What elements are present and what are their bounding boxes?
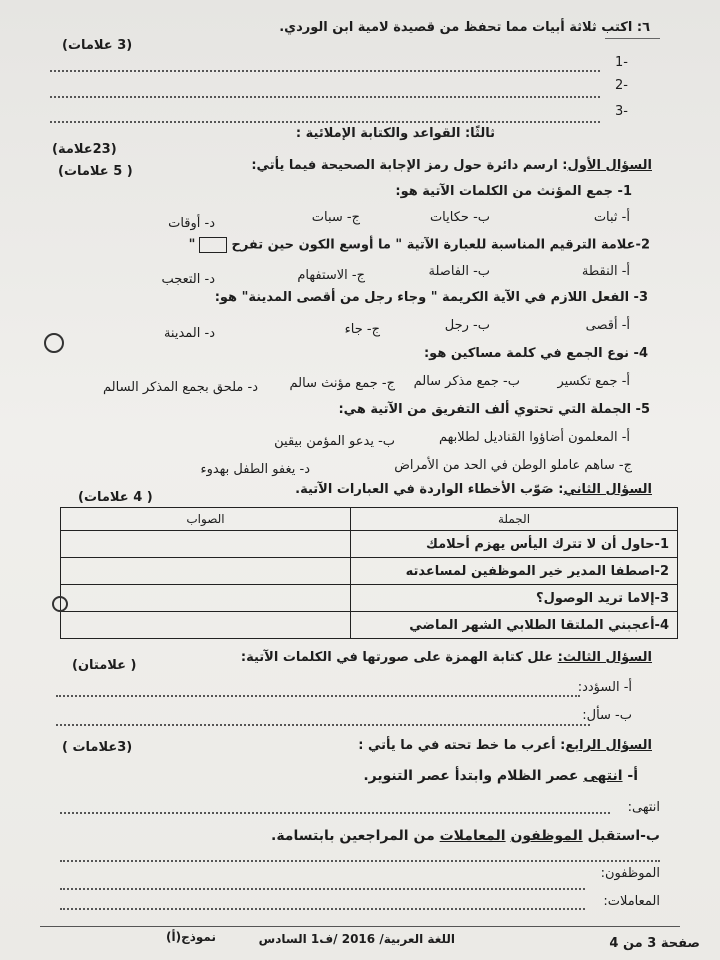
sq1-q2-quote-end: ": [188, 237, 196, 253]
sentence-cell: 2-اصطفا المدير خير الموظفين لمساعدته: [351, 558, 678, 585]
sq3-title: علل كتابة الهمزة على صورتها في الكلمات الآتية:: [240, 650, 554, 665]
sq1-q2-opt-a[interactable]: أ- النقطة: [581, 264, 630, 279]
corrections-table: [60, 507, 678, 639]
q6-marks: (3 علامات): [62, 38, 133, 53]
sq4-a-underlined: انتهى: [583, 768, 623, 784]
sq1-q1-opt-a[interactable]: أ- ثبات: [593, 210, 630, 225]
sq1-q5: 5- الجملة التي تحتوي ألف التفريق من الآتية هي:: [338, 402, 650, 417]
page-mark-circle: [44, 333, 64, 353]
sq1-q1-opt-c[interactable]: ج- سبات: [311, 210, 360, 225]
sq1-q1-opt-d[interactable]: د- أوقات: [168, 216, 215, 231]
footer-subject: اللغة العربية/ 2016 /ف1 السادس: [258, 932, 455, 946]
sq1-q4-opt-c[interactable]: ج- جمع مؤنث سالم: [289, 376, 395, 391]
sq1-marks: ( 5 علامات): [58, 164, 133, 179]
sq1-q1-opt-b[interactable]: ب- حكايات: [429, 210, 490, 225]
sq4-sentence-a: [363, 768, 638, 784]
sq2-title: : صَوّب الأخطاء الواردة في العبارات الآتية.: [295, 482, 564, 497]
sq1-q4-opt-b[interactable]: ب- جمع مذكر سالم: [413, 374, 520, 389]
q6-line-1-label: -1: [615, 55, 628, 70]
table-row: [61, 531, 678, 558]
q6-answer-line-3[interactable]: [50, 121, 600, 123]
sq1-q2-opt-c[interactable]: ج- الاستفهام: [297, 268, 365, 283]
table-row: [61, 612, 678, 639]
hole-punch-mark: [52, 596, 68, 612]
col-sentence-header: الجملة: [351, 508, 678, 531]
punctuation-answer-box[interactable]: [199, 237, 227, 253]
table-row: [61, 585, 678, 612]
sq1-q3-opt-d[interactable]: د- المدينة: [163, 326, 215, 341]
sq1-q3-opt-a[interactable]: أ- أقصى: [585, 318, 630, 333]
sq4-b-underlined-2: المعاملات: [439, 828, 506, 844]
sq1-label: السؤال الأول: [567, 158, 652, 173]
footer-model: نموذج(أ): [166, 930, 216, 944]
correction-cell[interactable]: [61, 558, 351, 585]
sq2-label: السؤال الثاني: [563, 482, 652, 497]
sq3-marks: ( علامتان): [72, 658, 137, 673]
sq2-heading: [295, 482, 652, 497]
sq4-b-underlined-1: الموظفون: [510, 828, 583, 844]
sq1-q2-opt-b[interactable]: ب- الفاصلة: [428, 264, 490, 279]
q6-underline: [605, 38, 660, 39]
table-header-row: [61, 508, 678, 531]
section3-marks: (23علامة): [52, 142, 117, 157]
sq1-q2-opt-d[interactable]: د- التعجب: [161, 272, 215, 287]
sq4-b-answer-line-2[interactable]: [60, 908, 585, 910]
q6-answer-line-2[interactable]: [50, 96, 600, 98]
q6-answer-line-1[interactable]: [50, 70, 600, 72]
sq1-q1: 1- جمع المؤنث من الكلمات الآتية هو:: [395, 184, 632, 199]
sq4-b-answer-line-1[interactable]: [60, 888, 585, 890]
footer-page-number: صفحة 3 من 4: [609, 936, 700, 951]
sq4-a-answer-line[interactable]: [60, 812, 610, 814]
sq1-q2-text: 2-علامة الترقيم المناسبة للعبارة الآتية " ما أوسع الكون حين تفرح: [231, 237, 650, 253]
sq4-marks: (3علامات ): [62, 740, 133, 755]
sq3-heading: [241, 650, 652, 665]
sq4-a-rest: عصر الظلام وابتدأ عصر التنوير.: [363, 768, 579, 784]
sq1-q5-opt-c[interactable]: ج- ساهم عاملو الوطن في الحد من الأمراض: [394, 458, 632, 473]
sq1-q4-opt-d[interactable]: د- ملحق بجمع المذكر السالم: [103, 380, 258, 395]
sq4-b-rest: من المراجعين بابتسامة.: [271, 828, 435, 844]
q6-title: ٦: اكتب ثلاثة أبيات مما تحفظ من قصيدة لامية ابن الوردي.: [279, 20, 650, 35]
footer-divider: [40, 926, 680, 927]
correction-cell[interactable]: [61, 585, 351, 612]
sq1-q5-opt-b[interactable]: ب- يدعو المؤمن بيقين: [274, 434, 395, 449]
col-correct-header: الصواب: [61, 508, 351, 531]
sq4-b-answer-label-2: المعاملات:: [603, 894, 660, 909]
sq4-a-answer-label: انتهى:: [627, 800, 660, 815]
sq2-marks: ( 4 علامات): [78, 490, 153, 505]
sentence-cell: 3-إلاما تريد الوصول؟: [351, 585, 678, 612]
sq1-q5-opt-a[interactable]: أ- المعلمون أضاؤوا القناديل لطلابهم: [439, 430, 630, 445]
sq4-label: السؤال الرابع: [565, 738, 652, 753]
sq4-b-extra-line[interactable]: [60, 860, 660, 862]
sq4-heading: [358, 738, 652, 753]
sq1-q4: 4- نوع الجمع في كلمة مساكين هو:: [423, 346, 648, 361]
sq1-heading: [251, 158, 652, 173]
correction-cell[interactable]: [61, 612, 351, 639]
sq1-q3-opt-c[interactable]: ج- جاء: [344, 322, 380, 337]
sq1-q3-opt-b[interactable]: ب- رجل: [444, 318, 490, 333]
sentence-cell: 4-أعجبني الملتقا الطلابي الشهر الماضي: [351, 612, 678, 639]
sentence-cell: 1-حاول أن لا تترك اليأس يهزم أحلامك: [351, 531, 678, 558]
q6-line-2-label: -2: [615, 78, 628, 93]
sq4-b-prefix: ب-استقبل: [587, 828, 660, 844]
sq4-b-answer-label-1: الموظفون:: [600, 866, 660, 881]
sq4-title: : أعرب ما خط تحته في ما يأتي :: [358, 738, 566, 753]
sq1-q2: [189, 237, 650, 253]
sq1-q3: 3- الفعل اللازم في الآية الكريمة " وجاء رجل من أقصى المدينة" هو:: [214, 290, 648, 305]
sq3-label: السؤال الثالث:: [557, 650, 652, 665]
sq3-answer-line-b[interactable]: [56, 724, 590, 726]
sq4-a-prefix: أ-: [627, 768, 638, 784]
sq3-item-b: ب- سأل:: [582, 708, 632, 723]
sq1-q5-opt-d[interactable]: د- يغفو الطفل بهدوء: [200, 462, 310, 477]
section3-title: ثالثًا: القواعد والكتابة الإملائية :: [295, 126, 495, 141]
q6-line-3-label: -3: [615, 104, 628, 119]
sq3-answer-line-a[interactable]: [56, 695, 580, 697]
sq1-title: : ارسم دائرة حول رمز الإجابة الصحيحة فيما يأتي:: [251, 158, 568, 173]
sq1-q4-opt-a[interactable]: أ- جمع تكسير: [557, 374, 630, 389]
sq4-sentence-b: [271, 828, 660, 844]
table-row: [61, 558, 678, 585]
sq3-item-a: أ- السؤدد:: [577, 680, 632, 695]
correction-cell[interactable]: [61, 531, 351, 558]
